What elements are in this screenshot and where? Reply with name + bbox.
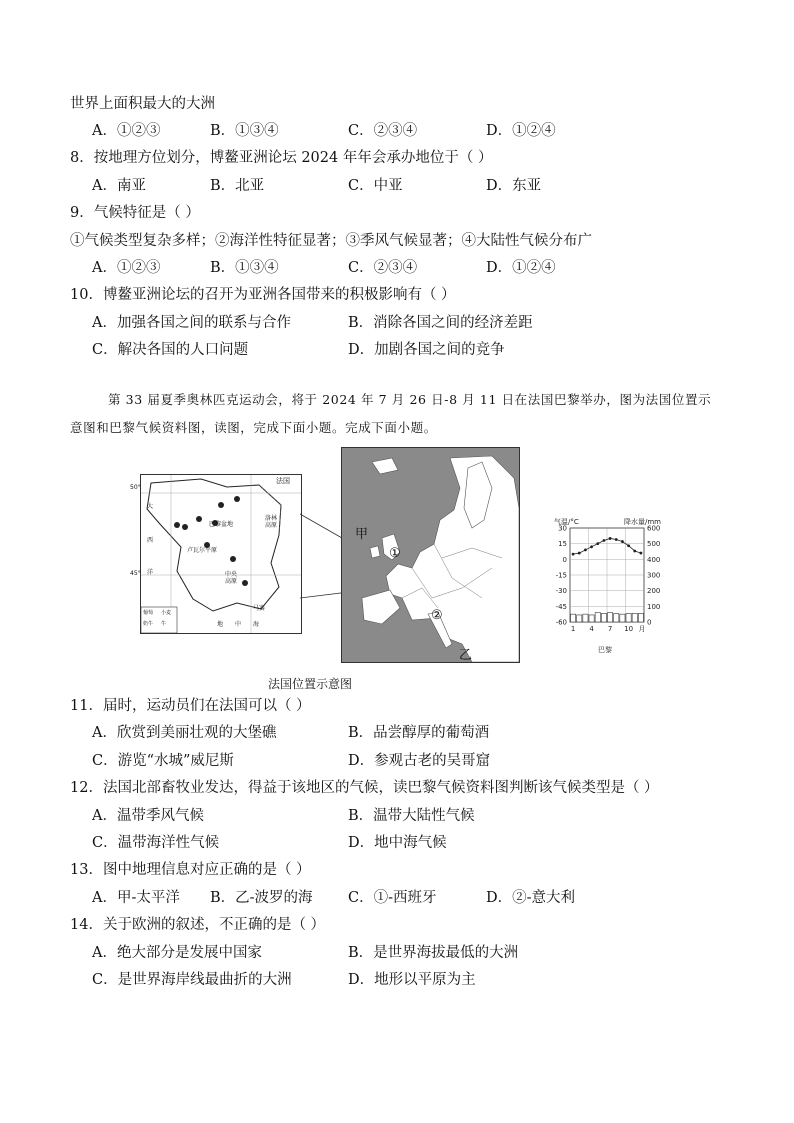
temp-point: [572, 553, 575, 556]
precip-bar: [620, 614, 625, 622]
label-med-2: 中: [235, 621, 242, 628]
left-tick-label: 15: [558, 540, 567, 549]
q8-option-c[interactable]: C．中亚: [348, 178, 403, 194]
precip-bar: [638, 613, 643, 622]
q9-option-c[interactable]: C．②③④: [348, 260, 418, 276]
q13-option-d[interactable]: D．②-意大利: [486, 890, 576, 906]
precip-bar: [571, 614, 576, 622]
label-massif-central: 中央高原: [225, 571, 238, 585]
q9-option-a[interactable]: A．①②③: [92, 260, 161, 276]
france-map-title: 法国: [276, 477, 290, 485]
temp-point: [609, 537, 612, 540]
temp-point: [621, 540, 624, 543]
figure-caption: 法国位置示意图: [268, 677, 353, 691]
q12-stem: 12．法国北部畜牧业发达，得益于该地区的气候，读巴黎气候资料图判断该气候类型是（ ）: [70, 780, 659, 796]
lat-45: 45°: [130, 570, 141, 577]
label-yi: 乙: [459, 648, 473, 663]
temp-point: [584, 549, 587, 552]
legend-grape: 葡萄: [143, 610, 154, 616]
legend-dairy: 奶牛: [143, 621, 154, 627]
x-tick-label: 1: [570, 625, 576, 633]
q9-option-b[interactable]: B．①③④: [210, 260, 279, 276]
q11-stem: 11．届时，运动员们在法国可以（ ）: [70, 698, 311, 714]
q14-stem: 14．关于欧洲的叙述，不正确的是（ ）: [70, 917, 326, 933]
x-tick-label: 10: [624, 625, 634, 633]
label-atlantic-1: 大: [147, 503, 154, 510]
q14-option-d[interactable]: D．地形以平原为主: [348, 972, 476, 988]
q12-option-d[interactable]: D．地中海气候: [348, 835, 447, 851]
precip-bar: [608, 613, 613, 622]
right-tick-label: 400: [647, 555, 661, 564]
precip-bar: [601, 613, 606, 622]
label-jia: 甲: [355, 527, 369, 542]
q13-option-b[interactable]: B．乙-波罗的海: [210, 890, 313, 906]
q8-stem: 8．按地理方位划分，博鳌亚洲论坛 2024 年年会承办地位于（ ）: [70, 150, 493, 166]
temp-point: [640, 552, 643, 555]
q11-option-d[interactable]: D．参观古老的吴哥窟: [348, 753, 491, 769]
q7-option-c[interactable]: C．②③④: [348, 123, 418, 139]
precip-bar: [614, 613, 619, 622]
q10-option-d[interactable]: D．加剧各国之间的竞争: [348, 342, 505, 358]
right-tick-label: 300: [647, 571, 661, 580]
temp-point: [603, 539, 606, 542]
temp-point: [627, 544, 630, 547]
q13-option-c[interactable]: C．①-西班牙: [348, 890, 437, 906]
q7-option-b[interactable]: B．①③④: [210, 123, 279, 139]
x-tick-label: 月: [638, 625, 646, 633]
label-atlantic-2: 西: [147, 537, 154, 544]
q14-option-a[interactable]: A．绝大部分是发展中国家: [92, 945, 262, 961]
label-paris-basin: 巴黎盆地: [209, 521, 234, 528]
left-tick-label: 30: [558, 524, 567, 533]
climate-right-axis-label: 降水量/mm: [624, 518, 661, 526]
x-tick-label: 4: [589, 625, 594, 633]
q14-option-b[interactable]: B．是世界海拔最低的大洲: [348, 945, 519, 961]
label-circle-1: ①: [389, 546, 401, 561]
q10-option-b[interactable]: B．消除各国之间的经济差距: [348, 315, 533, 331]
precip-bar: [626, 613, 631, 622]
temp-point: [578, 552, 581, 555]
right-tick-label: 500: [647, 540, 661, 549]
europe-map-drawing: [342, 448, 519, 662]
q11-option-c[interactable]: C．游览“水城”威尼斯: [92, 753, 234, 769]
q8-option-b[interactable]: B．北亚: [210, 178, 265, 194]
q8-option-d[interactable]: D．东亚: [486, 178, 542, 194]
temp-point: [615, 538, 618, 541]
q9-option-d[interactable]: D．①②④: [486, 260, 556, 276]
q12-option-c[interactable]: C．温带海洋性气候: [92, 835, 220, 851]
q11-option-a[interactable]: A．欣赏到美丽壮观的大堡礁: [92, 725, 277, 741]
precip-bar: [632, 613, 637, 622]
france-map: [140, 474, 302, 634]
left-tick-label: -15: [555, 571, 567, 580]
q7-option-d[interactable]: D．①②④: [486, 123, 556, 139]
left-tick-label: -30: [555, 587, 567, 596]
precip-bar: [595, 613, 600, 622]
right-tick-label: 0: [647, 618, 652, 627]
q8-option-a[interactable]: A．南亚: [92, 178, 146, 194]
legend-wheat: 小麦: [161, 610, 172, 616]
right-tick-label: 200: [647, 587, 661, 596]
label-marseille: 马赛: [253, 605, 266, 612]
climate-left-axis-label: 气温/°C: [554, 518, 579, 526]
passage-line-1: 第 33 届夏季奥林匹克运动会，将于 2024 年 7 月 26 日-8 月 11 日在法国巴黎举办，图为法国位置示: [108, 392, 712, 407]
q13-stem: 13．图中地理信息对应正确的是（ ）: [70, 862, 311, 878]
climate-caption: 巴黎: [598, 646, 612, 654]
right-tick-label: 600: [647, 524, 661, 533]
climate-chart: [548, 516, 668, 656]
temp-point: [590, 545, 593, 548]
lat-50: 50°: [130, 484, 141, 491]
q10-option-a[interactable]: A．加强各国之间的联系与合作: [92, 315, 291, 331]
label-med-3: 海: [253, 621, 260, 628]
q9-stem: 9．气候特征是（ ）: [70, 205, 200, 221]
precip-bar: [583, 614, 588, 622]
precip-bar: [589, 615, 594, 622]
left-tick-label: -45: [555, 602, 567, 611]
label-lorraine: 洛林高原: [265, 515, 278, 529]
legend-cattle: 牛: [161, 621, 167, 627]
label-loire-plain: 卢瓦尔平原: [187, 547, 218, 554]
passage-line-2: 意图和巴黎气候资料图，读图，完成下面小题。完成下面小题。: [70, 420, 437, 435]
x-tick-label: 7: [607, 625, 613, 633]
left-tick-label: -60: [555, 618, 567, 627]
q7-continuation: 世界上面积最大的大洲: [70, 96, 215, 112]
q11-option-b[interactable]: B．品尝醇厚的葡萄酒: [348, 725, 490, 741]
label-atlantic-3: 洋: [147, 569, 154, 576]
q13-option-a[interactable]: A．甲-太平洋: [92, 890, 180, 906]
q10-stem: 10．博鳌亚洲论坛的召开为亚洲各国带来的积极影响有（ ）: [70, 287, 456, 303]
europe-map: [341, 447, 520, 663]
climate-grid: [570, 528, 644, 622]
q7-option-a[interactable]: A．①②③: [92, 123, 161, 139]
q12-option-a[interactable]: A．温带季风气候: [92, 808, 204, 824]
temp-point: [633, 550, 636, 553]
q12-option-b[interactable]: B．温带大陆性气候: [348, 808, 475, 824]
q10-option-c[interactable]: C．解决各国的人口问题: [92, 342, 249, 358]
precip-bar: [577, 615, 582, 622]
left-tick-label: 0: [562, 555, 567, 564]
temp-point: [596, 542, 599, 545]
q9-statements: ①气候类型复杂多样；②海洋性特征显著；③季风气候显著；④大陆性气候分布广: [70, 233, 592, 249]
q14-option-c[interactable]: C．是世界海岸线最曲折的大洲: [92, 972, 292, 988]
label-med-1: 地: [217, 621, 224, 628]
right-tick-label: 100: [647, 602, 661, 611]
label-circle-2: ②: [431, 608, 443, 623]
